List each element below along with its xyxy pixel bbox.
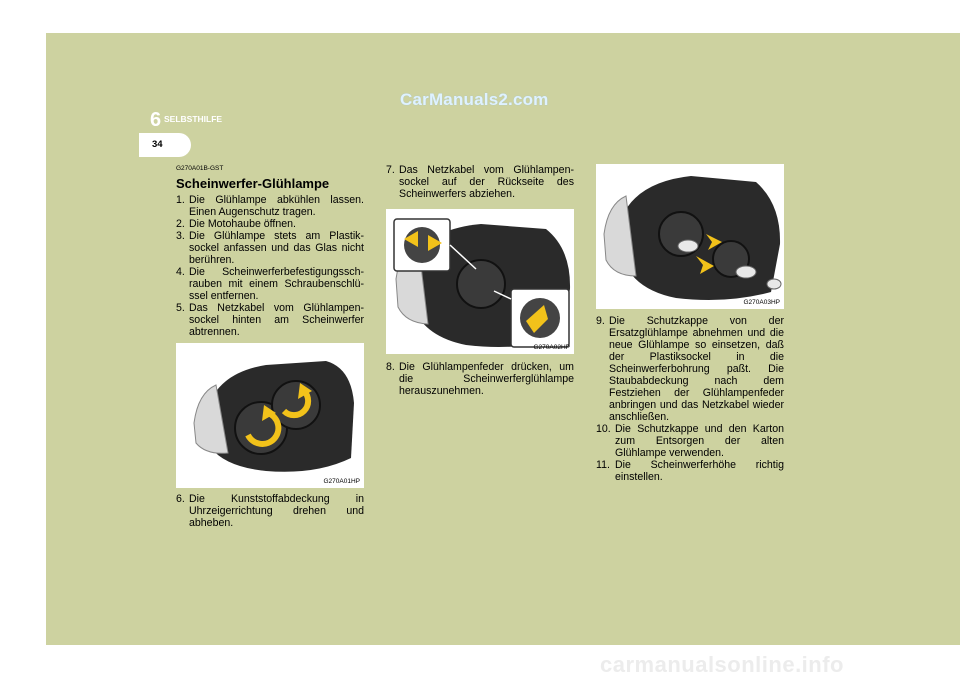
figure-code: G270A01HP [323,478,360,485]
step-item: 3. Die Glühlampe stets am Plastik-sockel anfassen und das Glas nicht berühren. [176,230,364,266]
step-item: 1. Die Glühlampe abkühlen lassen. Einen Augenschutz tragen. [176,194,364,218]
watermark-top: CarManuals2.com [400,90,549,109]
chapter-number: 6 [150,109,162,131]
figure-headlamp-cover [176,343,364,488]
steps-list-3 [596,315,784,483]
headlamp-illustration [176,343,364,488]
step-8 [386,361,574,397]
column-3 [596,315,784,483]
step-item: 11. Die Scheinwerferhöhe richtig einstellen. [596,459,784,483]
step-item: 2. Die Motohaube öffnen. [176,218,296,230]
footer-watermark: carmanualsonline.info [600,652,844,677]
headlamp-illustration [386,209,574,354]
step-item: 6. Die Kunststoffabdeckung in Uhrzeigerrichtung drehen und abheben. [176,493,364,529]
steps-list-1 [176,194,364,338]
figure-code: G270A03HP [743,299,780,306]
step-item: 5. Das Netzkabel vom Glühlampen-sockel hinten am Scheinwerfer abtrennen. [176,302,364,338]
page-number: 34 [152,139,163,150]
step-item: 8. Die Glühlampenfeder drücken, um die Scheinwerferglühlampe herauszunehmen. [386,361,574,397]
figure-headlamp-cable [386,209,574,354]
step-6 [176,493,364,529]
section-title: Scheinwerfer-Glühlampe [176,176,330,191]
step-7 [386,164,574,200]
figure-code: G270A02HP [533,344,570,351]
headlamp-illustration [596,164,784,309]
step-item: 9. Die Schutzkappe von der Ersatzglühlampe abnehmen und die neue Glühlampe so einsetzen, daß der Plastiksockel in die Scheinwerferbohrung paßt. Die Staubabdeckung nach dem Festziehen der Glühlampenfeder anbringen und das Netzkabel wieder anschließen. [596,315,784,423]
column-1 [176,163,364,338]
step-item: 10. Die Schutzkappe und den Karton zum Entsorgen der alten Glühlampe verwenden. [596,423,784,459]
step-item: 4. Die Scheinwerferbefestigungssch-rauben mit einem Schraubenschlü-ssel entfernen. [176,266,364,302]
chapter-title: SELBSTHILFE [164,114,223,124]
section-code: G270A01B-GST [176,165,224,172]
figure-bulb-replacement [596,164,784,309]
page-number-tab [139,133,191,157]
step-item: 7. Das Netzkabel vom Glühlampen-sockel auf der Rückseite des Scheinwerfers abziehen. [386,164,574,200]
